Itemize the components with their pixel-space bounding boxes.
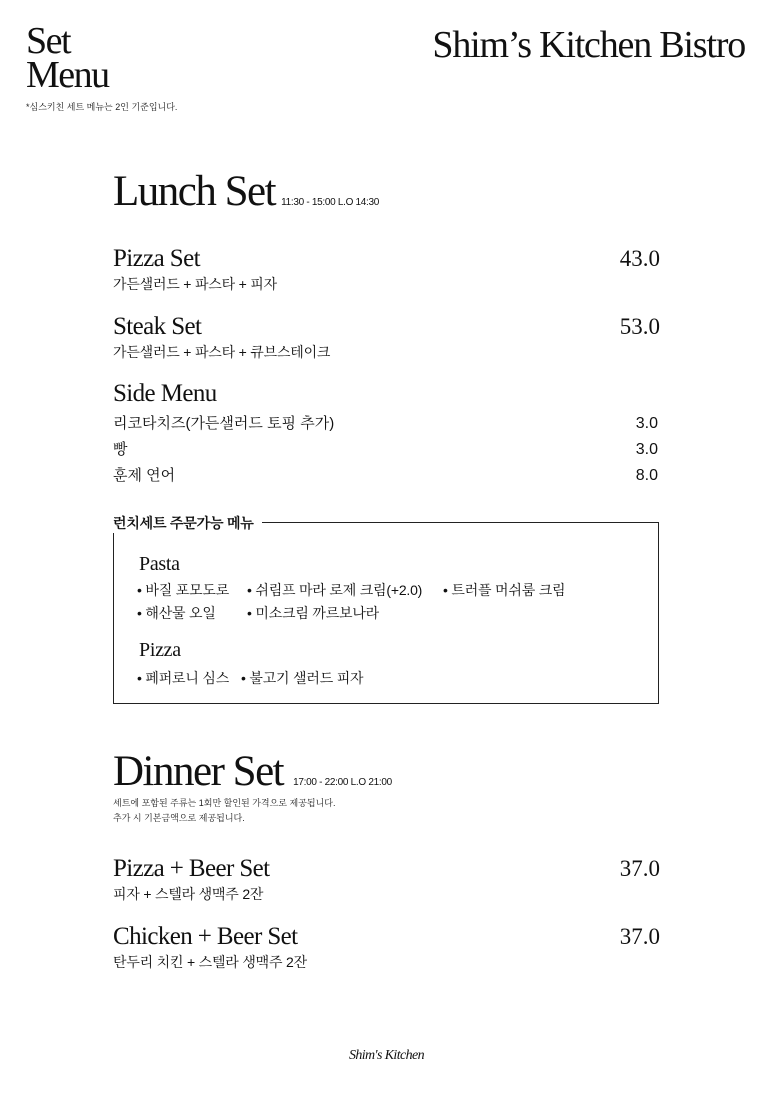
menu-item-chicken-beer-set — [113, 924, 660, 972]
menu-option: • 해산물 오일 — [137, 605, 216, 621]
dinner-note — [113, 796, 335, 826]
item-description: 피자 + 스텔라 생맥주 2잔 — [113, 886, 264, 902]
side-menu-item — [113, 464, 660, 490]
orderable-menu-title: 런치세트 주문가능 메뉴 — [113, 513, 262, 533]
item-price: 53.0 — [619, 314, 660, 339]
page-title-line2: Menu — [26, 54, 109, 96]
footer-logo: Shim's Kitchen — [348, 1048, 425, 1063]
item-description: 가든샐러드 + 파스타 + 피자 — [113, 276, 277, 292]
pizza-options-row1 — [137, 668, 363, 688]
menu-option: • 미소크림 까르보나라 — [247, 605, 379, 621]
menu-item-steak-set — [113, 314, 660, 362]
item-description: 탄두리 치킨 + 스텔라 생맥주 2잔 — [113, 954, 307, 970]
brand-name: Shim’s Kitchen Bistro — [432, 24, 745, 66]
lunch-section-heading — [113, 170, 379, 214]
side-menu-item — [113, 438, 660, 464]
menu-option: • 트러플 머쉬룸 크림 — [443, 582, 566, 598]
side-menu-list — [113, 412, 660, 490]
side-menu-title: Side Menu — [113, 380, 217, 407]
side-item-name: 리코타치즈(가든샐러드 토핑 추가) — [113, 415, 335, 432]
page-title — [26, 20, 109, 96]
menu-item-pizza-beer-set — [113, 856, 660, 904]
item-name: Steak Set — [113, 313, 202, 340]
lunch-hours: 11:30 - 15:00 L.O 14:30 — [281, 197, 380, 208]
side-menu-item — [113, 412, 660, 438]
pasta-group-title: Pasta — [139, 553, 180, 575]
page-title-line1: Set — [26, 20, 71, 62]
menu-option: • 불고기 샐러드 피자 — [241, 670, 364, 686]
menu-option: • 쉬림프 마라 로제 크림(+2.0) — [247, 582, 423, 598]
item-name: Chicken + Beer Set — [113, 923, 298, 950]
pasta-options-row1 — [137, 580, 565, 600]
item-price: 43.0 — [619, 246, 660, 271]
serving-note: *심스키친 세트 메뉴는 2인 기준입니다. — [26, 102, 178, 112]
item-name: Pizza Set — [113, 245, 200, 272]
item-name: Pizza + Beer Set — [113, 855, 270, 882]
side-item-name: 빵 — [113, 441, 128, 458]
item-description: 가든샐러드 + 파스타 + 큐브스테이크 — [113, 344, 331, 360]
dinner-hours: 17:00 - 22:00 L.O 21:00 — [293, 777, 392, 788]
dinner-section-heading — [113, 750, 392, 794]
side-item-price: 3.0 — [635, 415, 658, 432]
orderable-menu-box — [113, 522, 659, 704]
side-item-price: 8.0 — [635, 467, 658, 484]
menu-option: • 페퍼로니 심스 — [137, 670, 230, 686]
dinner-note-line2: 추가 시 기본금액으로 제공됩니다. — [113, 813, 245, 823]
side-item-name: 훈제 연어 — [113, 467, 176, 484]
lunch-title: Lunch Set — [113, 168, 276, 215]
item-price: 37.0 — [619, 856, 660, 881]
dinner-title: Dinner Set — [113, 748, 284, 795]
menu-item-pizza-set — [113, 246, 660, 294]
item-price: 37.0 — [619, 924, 660, 949]
menu-option: • 바질 포모도로 — [137, 582, 230, 598]
dinner-note-line1: 세트에 포함된 주류는 1회만 할인된 가격으로 제공됩니다. — [113, 798, 336, 808]
side-item-price: 3.0 — [635, 441, 658, 458]
pizza-group-title: Pizza — [139, 639, 181, 661]
pasta-options-row2 — [137, 603, 379, 623]
